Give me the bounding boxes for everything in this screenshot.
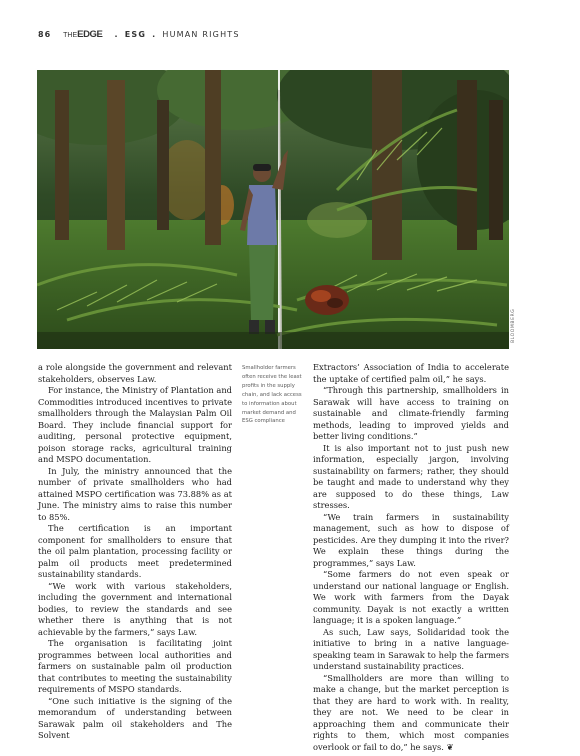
paragraph: “Smallholders are more than willing to make a change, but the market perception is that they are hard to work with. In reality, they are not. We need to be clear in approaching them and communicate their rights to them, which most companies overlook or fail to do,” he says. ❦ [313, 672, 509, 752]
paragraph: Extractors’ Association of India to accelerate the uptake of certified palm oil,” he says. [313, 362, 509, 384]
paragraph: “One such initiative is the signing of the memorandum of understanding between Sarawak palm oil stakeholders and The Solvent [38, 695, 232, 740]
paragraph: In July, the ministry announced that the number of private smallholders who had attained MSPO certification was 73.88% as at June. The ministry aims to raise this number to 85%. [38, 465, 232, 522]
paragraph: “We train farmers in sustainability management, such as how to dispose of pesticides. Are they dumping it into the river? We explain these things during the programmes,” says Law. [313, 511, 509, 568]
paragraph: a role alongside the government and relevant stakeholders, observes Law. [38, 362, 232, 384]
photo-caption: Smallholder farmers often receive the least profits in the supply chain, and lack access to information about market demand and ESG compliance [242, 365, 302, 425]
article-photo [37, 70, 509, 349]
section-label: ESG [124, 29, 147, 39]
paragraph: As such, Law says, Solidaridad took the initiative to bring in a native language-speaking team in Sarawak to help the farmers understand sustainability practices. [313, 626, 509, 671]
header-separator-2: . [152, 29, 157, 39]
paragraph: “Through this partnership, smallholders in Sarawak will have access to training on sustainable and climate-friendly farming methods, leading to improved yields and better living conditions.” [313, 385, 509, 441]
paragraph: “We work with various stakeholders, including the government and international bodies, to review the standards and see whether there is anything that is not achievable by the farmers,” says Law. [38, 580, 232, 637]
photo-credit: BLOOMBERG [511, 308, 516, 343]
paragraph: The certification is an important component for smallholders to ensure that the oil palm plantation, processing facility or palm oil products meet predetermined sustainability standards. [38, 523, 232, 579]
magazine-logo: THEEDGE [63, 28, 103, 40]
paragraph: For instance, the Ministry of Plantation and Commodities introduced incentives to private smallholders through the Malaysian Palm Oil Board. They include financial support for auditing, personal protective equipment, poison storage racks, agricultural training and MSPO documentation. [38, 385, 232, 464]
paragraph: It is also important not to just push new information, especially jargon, involving sustainability on farmers; rather, they should be taught and made to understand why they are supposed to do these things, Law stresses. [313, 442, 509, 510]
article-column-2 [313, 362, 509, 753]
header-separator: . [114, 29, 119, 39]
page-header [38, 27, 240, 41]
paragraph: The organisation is facilitating joint programmes between local authorities and farmers on sustainable palm oil production that contributes to meeting the sustainability requirements of MSPO standards. [38, 638, 232, 694]
paragraph: “Some farmers do not even speak or understand our national language or English. We work with farmers from the Dayak community. Dayak is not exactly a written language; it is a spoken language.” [313, 569, 509, 625]
subsection-label: HUMAN RIGHTS [162, 29, 240, 39]
article-column-1 [38, 362, 232, 742]
page-number: 86 [38, 29, 52, 39]
